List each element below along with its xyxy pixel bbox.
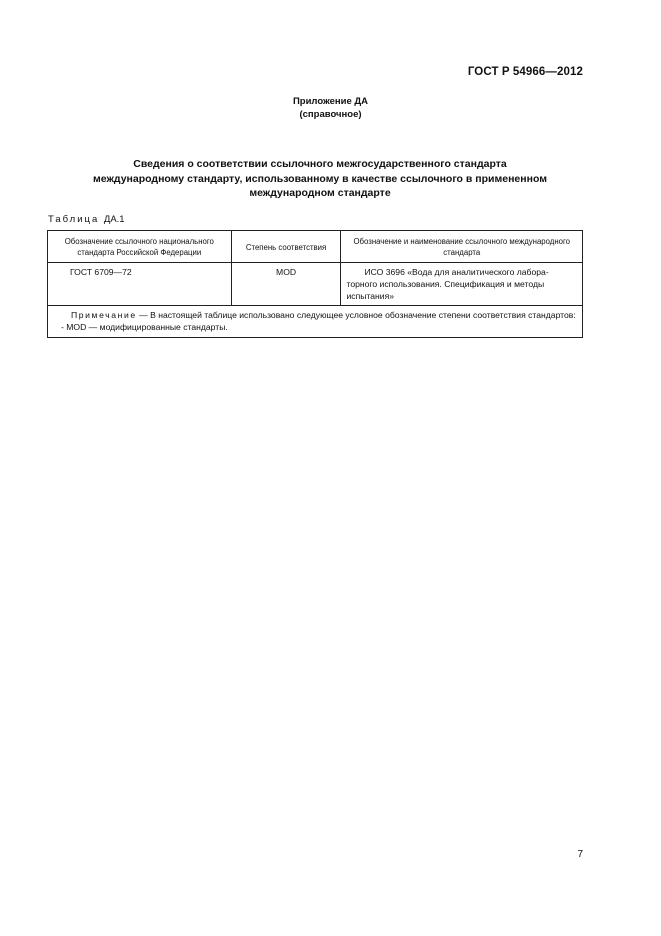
note-list-item: - MOD — модифицированные стандарты. [61, 322, 228, 332]
table-note [48, 306, 583, 338]
heading-line-1: Сведения о соответствии ссылочного межгосударственного стандарта [133, 158, 507, 170]
table-note-row [48, 306, 583, 338]
column-header-international: Обозначение и наименование ссылочного международного стандарта [341, 231, 583, 263]
column-header-degree: Степень соответствия [231, 231, 341, 263]
column-header-national: Обозначение ссылочного национального стандарта Российской Федерации [48, 231, 232, 263]
cell-degree: MOD [231, 263, 341, 306]
note-label: Примечание [71, 310, 137, 320]
table-header-row [48, 231, 583, 263]
table-caption [48, 214, 125, 225]
heading-line-3: международном стандарте [249, 187, 391, 199]
table-caption-label: Таблица [48, 214, 100, 225]
table-caption-number: ДА.1 [103, 214, 125, 225]
note-text: — В настоящей таблице использовано следующее условное обозначение степени соответствия стандартов: [136, 310, 576, 320]
page-number: 7 [577, 849, 583, 860]
cell-national-standard: ГОСТ 6709—72 [48, 263, 232, 306]
appendix-title-block [0, 95, 661, 121]
heading-line-2: международному стандарту, использованному в качестве ссылочного в примененном [92, 172, 547, 185]
appendix-heading [60, 157, 580, 201]
appendix-subtitle: (справочное) [299, 109, 362, 120]
appendix-title: Приложение ДА [292, 96, 369, 107]
table-row [48, 263, 583, 306]
document-code: ГОСТ Р 54966—2012 [467, 66, 583, 78]
cell-international-standard: ИСО 3696 «Вода для аналитического лабора-торного использования. Спецификация и методы испытания» [341, 263, 583, 306]
note-paragraph [53, 309, 577, 321]
reference-table [47, 230, 583, 338]
